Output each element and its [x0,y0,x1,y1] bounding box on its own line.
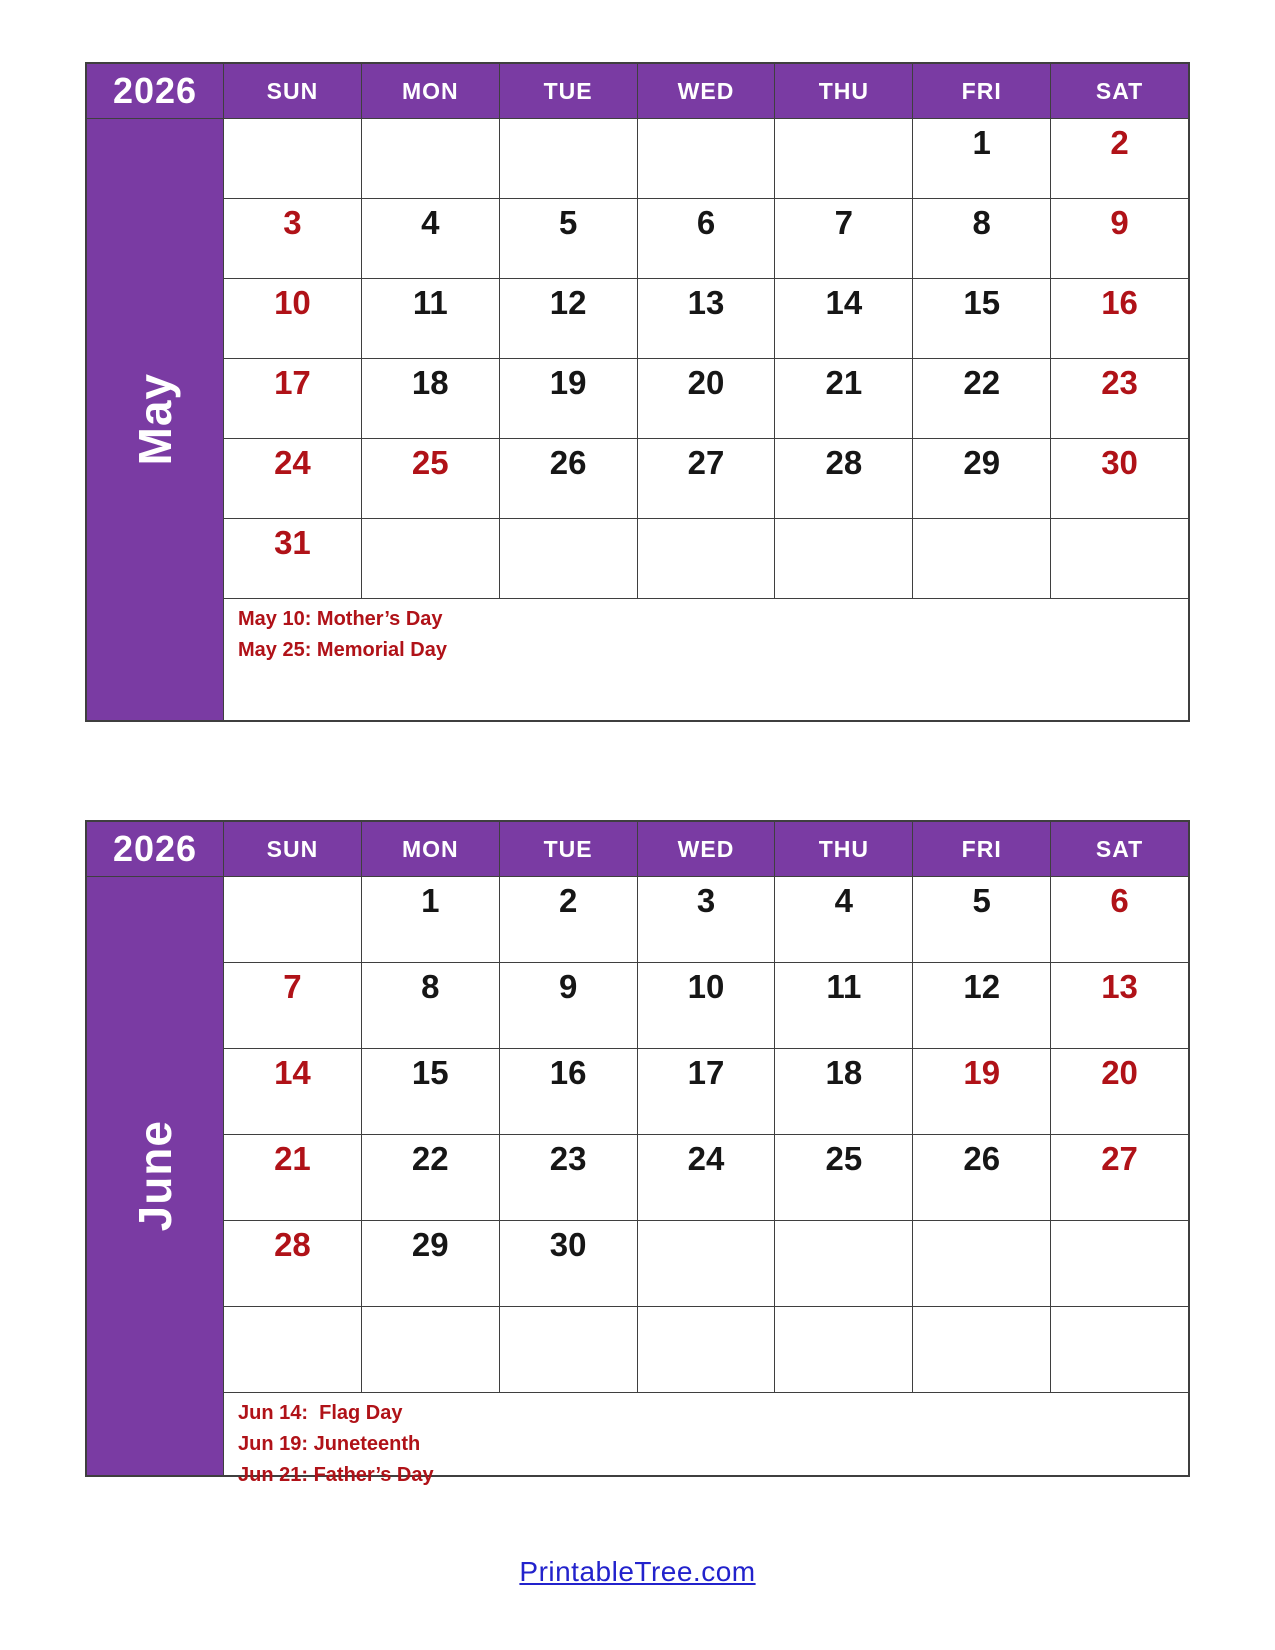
holiday-note-line: May 10: Mother’s Day [238,608,443,630]
day-cell-7: 7 [224,963,361,1048]
day-cell-31: 31 [224,519,361,598]
day-cell-11: 11 [775,963,912,1048]
day-cell-17: 17 [224,359,361,438]
day-cell-14: 14 [775,279,912,358]
day-cell-28: 28 [775,439,912,518]
day-cell-empty [500,1307,637,1392]
month-label: May [129,373,181,466]
day-cell-24: 24 [638,1135,775,1220]
day-cell-16: 16 [1051,279,1188,358]
day-cell-5: 5 [913,877,1050,962]
day-cell-19: 19 [913,1049,1050,1134]
day-cell-empty [638,519,775,598]
day-cell-6: 6 [638,199,775,278]
day-cell-2: 2 [1051,119,1188,198]
holiday-note-line: Jun 21: Father’s Day [238,1464,434,1486]
day-cell-24: 24 [224,439,361,518]
day-cell-8: 8 [362,963,499,1048]
footer-link[interactable]: PrintableTree.com [519,1556,756,1587]
day-cell-3: 3 [638,877,775,962]
day-cell-empty [913,519,1050,598]
day-cell-empty [775,519,912,598]
day-cell-14: 14 [224,1049,361,1134]
day-cell-7: 7 [775,199,912,278]
day-cell-empty [362,119,499,198]
weekday-header-wed: WED [638,822,775,876]
day-cell-empty [224,877,361,962]
day-cell-15: 15 [362,1049,499,1134]
weekday-header-fri: FRI [913,64,1050,118]
weekday-header-mon: MON [362,64,499,118]
day-cell-20: 20 [638,359,775,438]
day-cell-6: 6 [1051,877,1188,962]
day-cell-empty [224,1307,361,1392]
month-sidebar [87,877,223,1475]
day-cell-empty [638,1307,775,1392]
day-cell-25: 25 [775,1135,912,1220]
day-cell-empty [500,119,637,198]
day-cell-22: 22 [913,359,1050,438]
holiday-notes [224,599,1188,720]
holiday-note-line: Jun 19: Juneteenth [238,1433,421,1455]
day-cell-23: 23 [500,1135,637,1220]
day-cell-27: 27 [1051,1135,1188,1220]
day-cell-empty [913,1221,1050,1306]
day-cell-empty [775,1221,912,1306]
day-cell-5: 5 [500,199,637,278]
weekday-header-tue: TUE [500,822,637,876]
month-label: June [129,1120,181,1232]
weekday-header-sat: SAT [1051,64,1188,118]
day-cell-25: 25 [362,439,499,518]
weekday-header-fri: FRI [913,822,1050,876]
holiday-note-line: Jun 14: Flag Day [238,1402,403,1424]
day-cell-empty [913,1307,1050,1392]
day-cell-15: 15 [913,279,1050,358]
day-cell-23: 23 [1051,359,1188,438]
day-cell-empty [1051,1307,1188,1392]
day-cell-19: 19 [500,359,637,438]
day-cell-10: 10 [224,279,361,358]
day-cell-30: 30 [500,1221,637,1306]
weekday-header-sat: SAT [1051,822,1188,876]
day-cell-empty [775,1307,912,1392]
day-cell-13: 13 [1051,963,1188,1048]
day-cell-30: 30 [1051,439,1188,518]
day-cell-18: 18 [362,359,499,438]
day-cell-1: 1 [362,877,499,962]
day-cell-12: 12 [913,963,1050,1048]
weekday-header-thu: THU [775,822,912,876]
holiday-notes [224,1393,1188,1486]
day-cell-29: 29 [362,1221,499,1306]
day-cell-21: 21 [775,359,912,438]
calendar-may [85,62,1190,722]
day-cell-empty [362,519,499,598]
footer [0,1556,1275,1588]
day-cell-27: 27 [638,439,775,518]
day-cell-9: 9 [1051,199,1188,278]
day-cell-22: 22 [362,1135,499,1220]
day-cell-8: 8 [913,199,1050,278]
weekday-header-thu: THU [775,64,912,118]
day-cell-18: 18 [775,1049,912,1134]
weekday-header-tue: TUE [500,64,637,118]
day-cell-3: 3 [224,199,361,278]
day-cell-13: 13 [638,279,775,358]
day-cell-16: 16 [500,1049,637,1134]
day-cell-4: 4 [362,199,499,278]
day-cell-11: 11 [362,279,499,358]
day-cell-1: 1 [913,119,1050,198]
weekday-header-mon: MON [362,822,499,876]
month-sidebar [87,119,223,720]
weekday-header-sun: SUN [224,822,361,876]
day-cell-empty [1051,1221,1188,1306]
day-cell-empty [362,1307,499,1392]
day-cell-29: 29 [913,439,1050,518]
weekday-header-sun: SUN [224,64,361,118]
year-label: 2026 [87,64,223,118]
day-cell-9: 9 [500,963,637,1048]
day-cell-21: 21 [224,1135,361,1220]
day-cell-17: 17 [638,1049,775,1134]
weekday-header-wed: WED [638,64,775,118]
day-cell-20: 20 [1051,1049,1188,1134]
day-cell-empty [638,119,775,198]
day-cell-28: 28 [224,1221,361,1306]
day-cell-12: 12 [500,279,637,358]
calendar-june [85,820,1190,1486]
day-cell-4: 4 [775,877,912,962]
day-cell-26: 26 [500,439,637,518]
holiday-note-line: May 25: Memorial Day [238,639,447,661]
day-cell-empty [638,1221,775,1306]
day-cell-empty [500,519,637,598]
day-cell-26: 26 [913,1135,1050,1220]
day-cell-empty [224,119,361,198]
year-label: 2026 [87,822,223,876]
day-cell-empty [775,119,912,198]
day-cell-empty [1051,519,1188,598]
day-cell-10: 10 [638,963,775,1048]
day-cell-2: 2 [500,877,637,962]
